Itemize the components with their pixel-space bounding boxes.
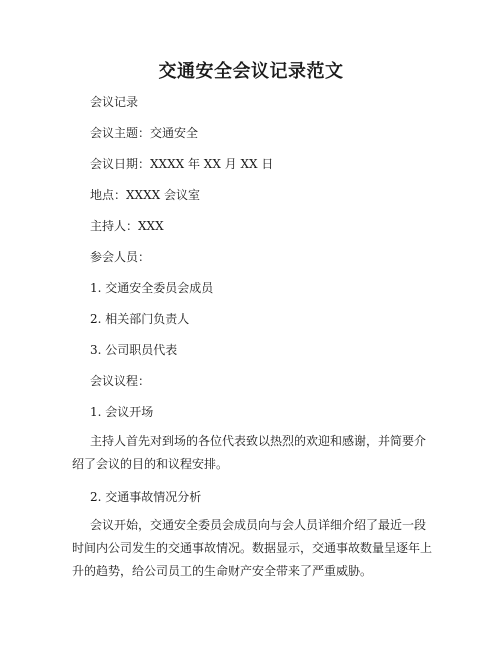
agenda-item: 1. 会议开场 <box>90 405 154 419</box>
attendee-item: 2. 相关部门负责人 <box>90 312 190 326</box>
document-title: 交通安全会议记录范文 <box>158 61 344 82</box>
attendee-item: 3. 公司职员代表 <box>90 343 178 357</box>
attendees-heading: 参会人员： <box>90 250 151 264</box>
opening-paragraph: 主持人首先对到场的各位代表致以热烈的欢迎和感谢，并简要介绍了会议的目的和议程安排。 <box>72 434 427 471</box>
agenda-item: 2. 交通事故情况分析 <box>90 490 202 504</box>
meeting-date: 会议日期：XXXX 年 XX 月 XX 日 <box>90 157 274 171</box>
meeting-topic: 会议主题：交通安全 <box>90 126 199 140</box>
agenda-heading: 会议议程： <box>90 374 151 388</box>
meeting-record-label: 会议记录 <box>90 95 139 109</box>
meeting-location: 地点：XXXX 会议室 <box>90 188 200 202</box>
analysis-paragraph: 会议开始，交通安全委员会成员向与会人员详细介绍了最近一段时间内公司发生的交通事故情况。数据显示，交通事故数量呈逐年上升的趋势，给公司员工的生命财产安全带来了严重威胁。 <box>72 518 433 578</box>
meeting-host: 主持人：XXX <box>90 219 164 233</box>
attendee-item: 1. 交通安全委员会成员 <box>90 281 214 295</box>
